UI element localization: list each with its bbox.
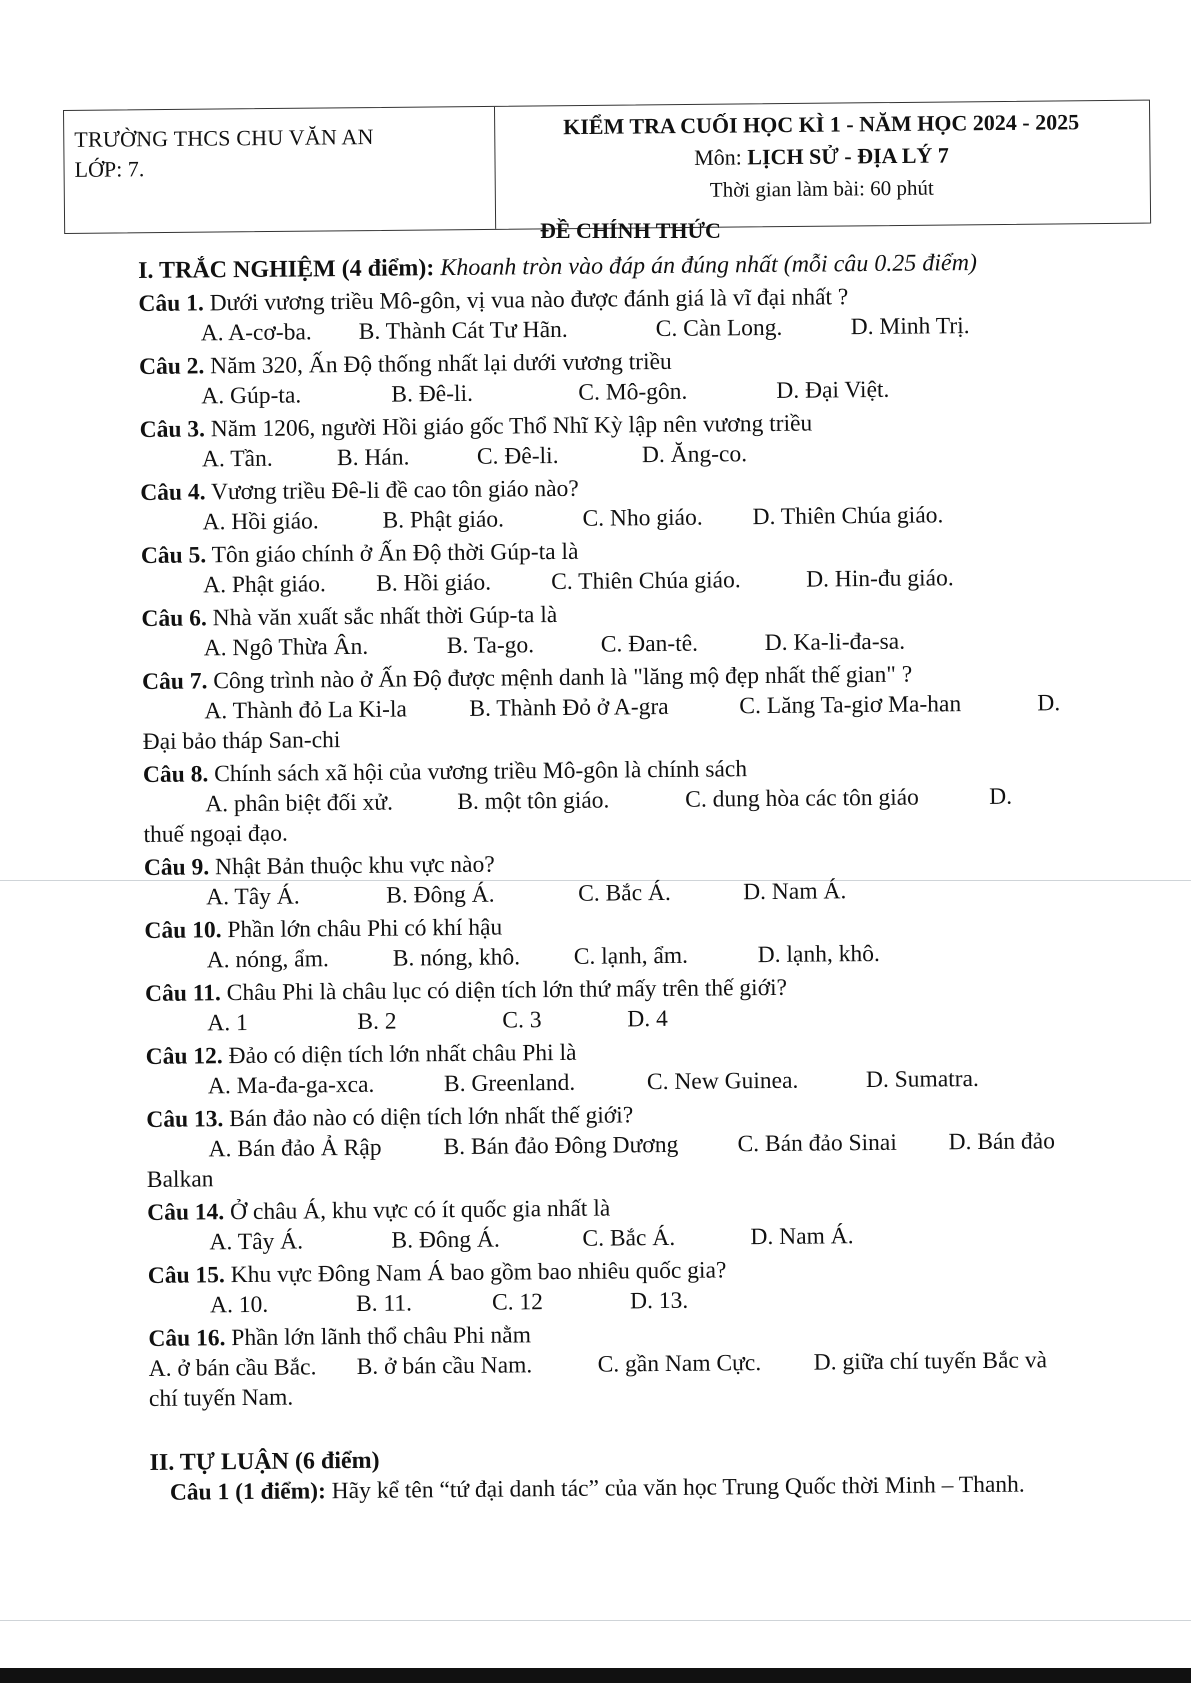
answer-option-d[interactable]: D.	[989, 783, 1013, 810]
question-label: Câu 8.	[142, 761, 209, 788]
answer-option-c[interactable]: C. Nho giáo.	[582, 504, 703, 532]
question-4	[140, 468, 1161, 538]
question-12	[146, 1032, 1167, 1102]
exam-title: KIỂM TRA CUỐI HỌC KÌ 1 - NĂM HỌC 2024 - 2025	[563, 109, 1080, 140]
question-14	[147, 1188, 1168, 1258]
question-6	[141, 594, 1162, 664]
answer-option-c[interactable]: C. Mô-gôn.	[578, 378, 688, 406]
subject-name: LỊCH SỬ - ĐỊA LÝ 7	[747, 142, 949, 170]
question-text: Tôn giáo chính ở Ấn Độ thời Gúp-ta là	[206, 538, 579, 569]
answer-option-b[interactable]: B. Hồi giáo.	[376, 569, 492, 597]
answer-option-a[interactable]: A. nóng, ẩm.	[206, 946, 329, 974]
question-15	[148, 1251, 1169, 1321]
answer-option-a[interactable]: A. Ma-đa-ga-xca.	[207, 1071, 375, 1100]
official-exam-label: ĐỀ CHÍNH THỨC	[540, 218, 721, 243]
answer-option-a[interactable]: A. Phật giáo.	[203, 571, 327, 599]
answer-option-b[interactable]: B. 11.	[355, 1290, 413, 1317]
time-limit: Thời gian làm bài: 60 phút	[709, 175, 934, 202]
question-1	[138, 279, 1159, 349]
class-label: LỚP: 7.	[74, 156, 145, 182]
question-label: Câu 2.	[138, 353, 205, 380]
answer-option-c[interactable]: C. Thiên Chúa giáo.	[551, 567, 741, 596]
answer-option-a[interactable]: A. ở bán cầu Bắc.	[148, 1354, 317, 1382]
answer-option-b[interactable]: B. Thành Cát Tư Hãn.	[358, 316, 568, 345]
question-7	[142, 657, 1163, 757]
answer-option-c[interactable]: C. Càn Long.	[655, 314, 783, 343]
answer-option-d[interactable]: D. Thiên Chúa giáo.	[752, 502, 944, 531]
section-1-instruction: Khoanh tròn vào đáp án đúng nhất (mỗi câu 0.25 điểm)	[440, 249, 978, 282]
answer-option-a[interactable]: A. 10.	[209, 1291, 269, 1319]
answer-option-d[interactable]: D. Ka-li-đa-sa.	[764, 628, 906, 657]
answer-option-a[interactable]: A. Tây Á.	[209, 1228, 304, 1256]
answer-option-a[interactable]: A. Hồi giáo.	[202, 508, 319, 536]
question-text: Nhật Bản thuộc khu vực nào?	[209, 851, 495, 881]
answer-option-continuation: Đại bảo tháp San-chi	[142, 727, 341, 755]
answer-option-b[interactable]: B. Đông Á.	[386, 881, 495, 909]
section-1-title: I. TRẮC NGHIỆM (4 điểm):	[138, 255, 435, 284]
answer-option-d[interactable]: D. Nam Á.	[743, 878, 847, 906]
answer-option-a[interactable]: A. Thành đỏ La Ki-la	[204, 696, 408, 725]
question-label: Câu 1.	[138, 290, 204, 317]
question-text: Năm 320, Ấn Độ thống nhất lại dưới vương triều	[204, 348, 672, 380]
question-label: Câu 14.	[147, 1199, 225, 1226]
question-2	[139, 342, 1160, 412]
answer-option-d[interactable]: D. 13.	[629, 1287, 689, 1315]
question-label: Câu 7.	[141, 668, 208, 695]
answer-option-d[interactable]: D. giữa chí tuyến Bắc và	[813, 1347, 1048, 1376]
answer-option-d[interactable]: D. Bán đảo	[948, 1128, 1056, 1156]
question-label: Câu 13.	[146, 1106, 224, 1133]
answer-option-c[interactable]: C. New Guinea.	[646, 1067, 799, 1096]
answer-option-b[interactable]: B. Hán.	[336, 444, 410, 472]
question-16	[148, 1314, 1169, 1414]
answer-option-c[interactable]: C. Lăng Ta-giơ Ma-han	[739, 691, 962, 720]
question-text: Phần lớn châu Phi có khí hậu	[221, 914, 503, 944]
question-13	[146, 1095, 1167, 1195]
answer-option-b[interactable]: B. Ta-go.	[446, 632, 535, 660]
answer-option-b[interactable]: B. Thành Đỏ ở A-gra	[469, 693, 669, 722]
answer-option-a[interactable]: A. Bán đảo Ả Rập	[208, 1134, 382, 1163]
answer-option-b[interactable]: B. nóng, khô.	[392, 944, 521, 972]
question-text: Dưới vương triều Mô-gôn, vị vua nào được đánh giá là vĩ đại nhất ?	[203, 284, 849, 317]
school-name: TRƯỜNG THCS CHU VĂN AN	[74, 124, 374, 152]
answer-option-d[interactable]: D.	[1037, 690, 1061, 717]
scan-line	[0, 1620, 1191, 1621]
question-text: Phần lớn lãnh thổ châu Phi nằm	[225, 1322, 532, 1352]
essay-question-label: Câu 1 (1 điểm):	[169, 1478, 326, 1506]
question-9	[144, 843, 1165, 913]
answer-option-continuation: Balkan	[146, 1166, 214, 1193]
question-text: Công trình nào ở Ấn Độ được mệnh danh là "lăng mộ đẹp nhất thế gian" ?	[207, 661, 913, 695]
answer-option-c[interactable]: C. dung hòa các tôn giáo	[685, 784, 919, 813]
answer-option-b[interactable]: B. một tôn giáo.	[457, 787, 610, 815]
answer-option-c[interactable]: C. 3	[502, 1007, 542, 1034]
answer-option-a[interactable]: A. Tần.	[201, 445, 273, 473]
essay-question-text: Hãy kể tên “tứ đại danh tác” của văn học Trung Quốc thời Minh – Thanh.	[325, 1471, 1025, 1505]
question-label: Câu 15.	[147, 1262, 225, 1289]
answer-option-c[interactable]: C. Đan-tê.	[600, 630, 699, 658]
answer-option-b[interactable]: B. ở bán cầu Nam.	[356, 1352, 533, 1380]
question-text: Châu Phi là châu lục có diện tích lớn thứ mấy trên thế giới?	[220, 974, 788, 1007]
header-left-cell	[64, 107, 496, 233]
answer-option-d[interactable]: D. Đại Việt.	[776, 376, 890, 404]
question-label: Câu 3.	[139, 416, 206, 443]
answer-option-d[interactable]: D. Ăng-co.	[641, 441, 748, 469]
answer-option-c[interactable]: C. 12	[491, 1289, 544, 1316]
exam-content	[138, 246, 1170, 1508]
answer-option-continuation: chí tuyến Nam.	[148, 1384, 294, 1412]
question-11	[145, 969, 1166, 1039]
question-text: Năm 1206, người Hồi giáo gốc Thổ Nhĩ Kỳ lập nên vương triều	[204, 410, 813, 443]
question-8	[143, 750, 1164, 850]
question-label: Câu 12.	[145, 1043, 223, 1070]
answer-option-a[interactable]: A. Tây Á.	[206, 883, 300, 911]
answer-option-b[interactable]: B. Đê-li.	[391, 380, 474, 408]
answer-option-a[interactable]: A. Gúp-ta.	[201, 382, 302, 410]
answer-option-b[interactable]: B. Phật giáo.	[382, 506, 505, 534]
question-text: Ở châu Á, khu vực có ít quốc gia nhất là	[224, 1195, 611, 1226]
answer-option-a[interactable]: A. A-cơ-ba.	[200, 319, 312, 347]
answer-option-a[interactable]: A. Ngô Thừa Ân.	[203, 633, 369, 662]
answer-option-c[interactable]: C. lạnh, ẩm.	[573, 942, 689, 970]
question-label: Câu 10.	[144, 917, 222, 944]
answer-option-d[interactable]: D. Minh Trị.	[850, 313, 970, 341]
answer-option-d[interactable]: D. 4	[627, 1005, 668, 1033]
question-label: Câu 6.	[141, 605, 207, 632]
section-2-title: II. TỰ LUẬN (6 điểm)	[149, 1447, 380, 1476]
question-text: Khu vực Đông Nam Á bao gồm bao nhiêu quốc gia?	[224, 1257, 727, 1289]
question-label: Câu 9.	[143, 854, 210, 881]
answer-option-d[interactable]: D. Sumatra.	[865, 1065, 979, 1094]
answer-option-b[interactable]: B. 2	[357, 1008, 397, 1035]
answer-option-a[interactable]: A. phân biệt đối xử.	[205, 789, 394, 818]
question-3	[140, 405, 1161, 475]
answer-option-c[interactable]: C. gần Nam Cực.	[597, 1350, 762, 1378]
question-10	[144, 906, 1165, 976]
question-5	[141, 531, 1162, 601]
answer-option-d[interactable]: D. Hin-đu giáo.	[806, 565, 954, 593]
answer-option-continuation: thuế ngoại đạo.	[143, 820, 288, 848]
subject-line	[496, 141, 1146, 173]
question-list	[138, 279, 1169, 1414]
subject-prefix: Môn:	[694, 144, 742, 170]
question-text: Vương triều Đê-li đề cao tôn giáo nào?	[205, 475, 579, 506]
answer-option-d[interactable]: D. lạnh, khô.	[757, 940, 880, 969]
question-text: Nhà văn xuất sắc nhất thời Gúp-ta là	[206, 601, 558, 632]
answer-option-b[interactable]: B. Đông Á.	[391, 1226, 500, 1254]
answer-option-c[interactable]: C. Bắc Á.	[582, 1224, 676, 1252]
question-text: Bán đảo nào có diện tích lớn nhất thế giới?	[223, 1102, 634, 1133]
question-label: Câu 16.	[148, 1325, 226, 1352]
question-label: Câu 11.	[144, 980, 221, 1007]
answer-option-c[interactable]: C. Bán đảo Sinai	[737, 1129, 897, 1158]
answer-option-c[interactable]: C. Đê-li.	[476, 442, 559, 470]
answer-option-c[interactable]: C. Bắc Á.	[578, 879, 671, 907]
answer-option-b[interactable]: B. Bán đảo Đông Dương	[443, 1131, 679, 1161]
exam-header-box	[63, 100, 1151, 234]
question-text: Đảo có diện tích lớn nhất châu Phi là	[222, 1039, 577, 1070]
question-label: Câu 4.	[140, 479, 206, 506]
answer-option-d[interactable]: D. Nam Á.	[750, 1223, 854, 1251]
scan-bottom-edge	[0, 1668, 1191, 1683]
answer-option-a[interactable]: A. 1	[207, 1009, 248, 1037]
question-text: Chính sách xã hội của vương triều Mô-gôn là chính sách	[208, 756, 748, 788]
question-label: Câu 5.	[140, 542, 207, 569]
answer-option-b[interactable]: B. Greenland.	[443, 1069, 576, 1098]
